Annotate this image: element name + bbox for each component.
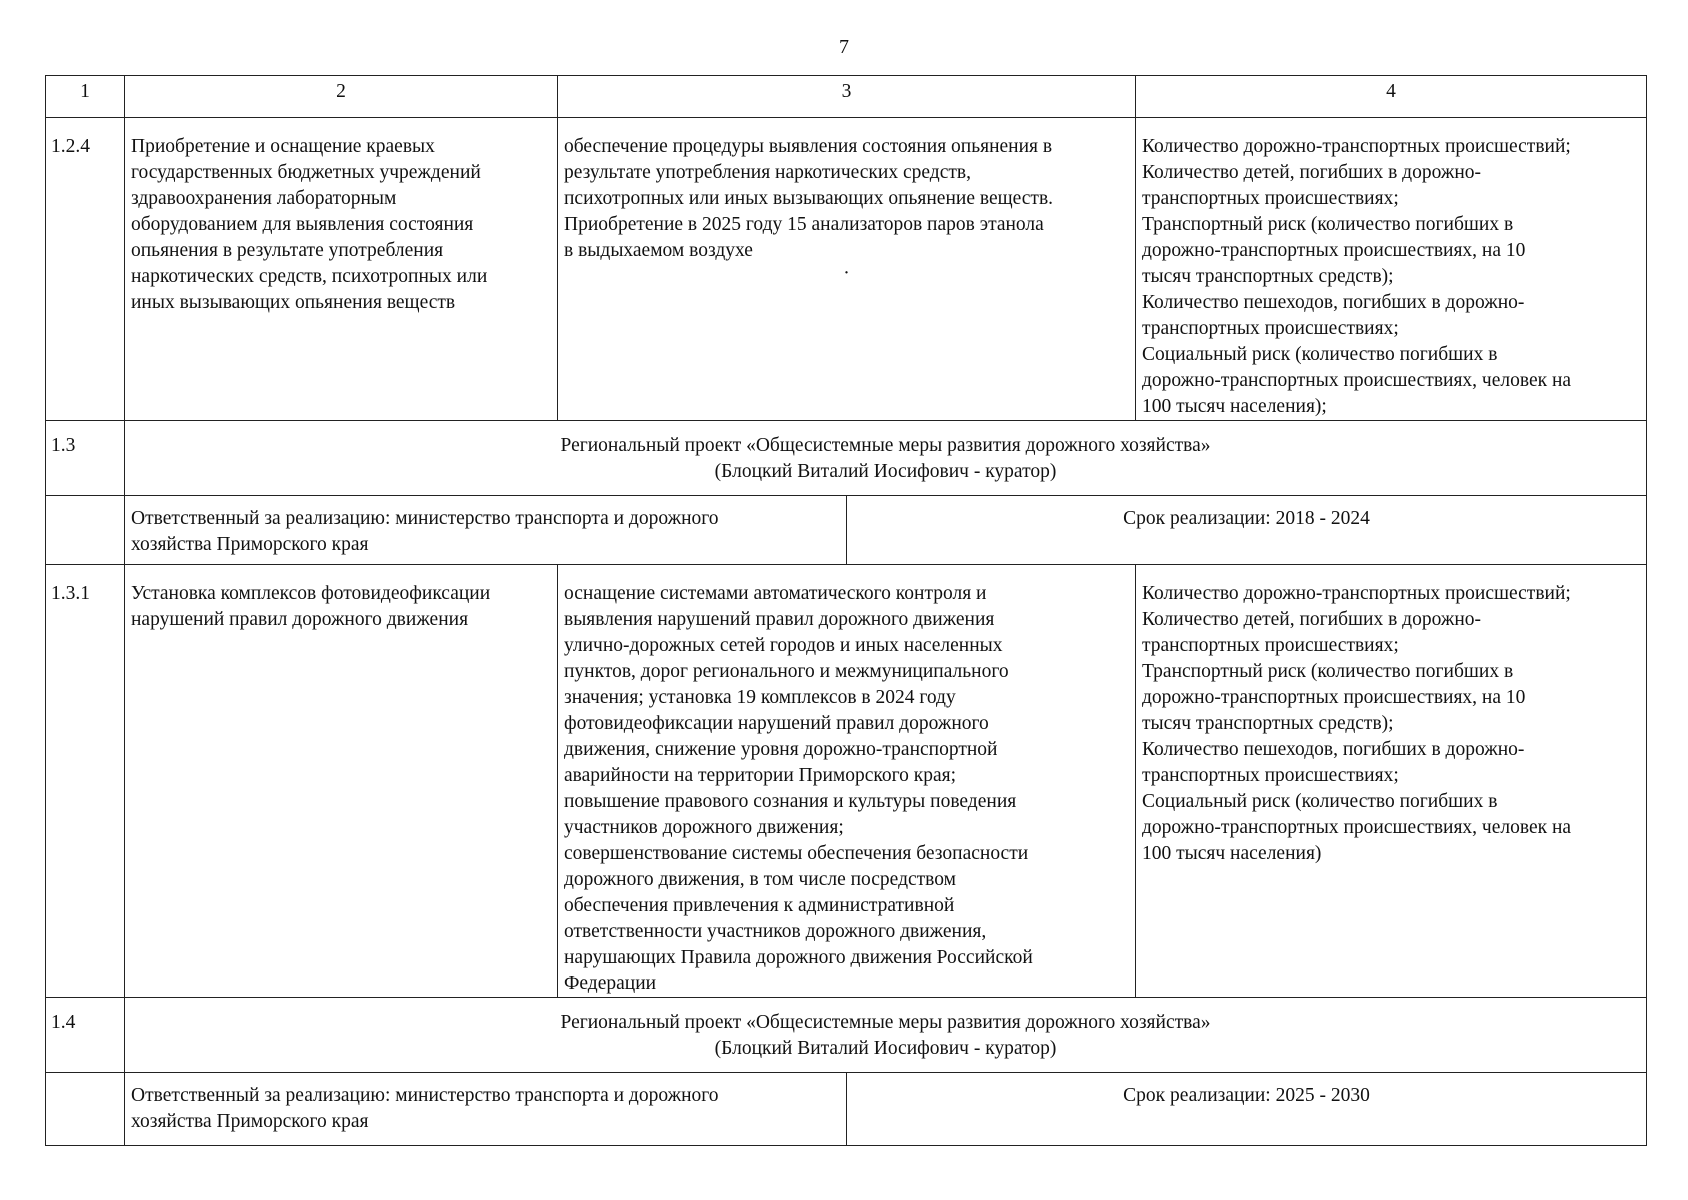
regional-project-title: Региональный проект «Общесистемные меры развития дорожного хозяйства» (Блоцкий Виталий Иосифович - куратор) bbox=[125, 998, 1647, 1073]
header-cell-3: 3 bbox=[558, 76, 1136, 118]
table-row-1-3 bbox=[46, 421, 1647, 496]
row-number: 1.4 bbox=[46, 998, 125, 1073]
header-cell-1: 1 bbox=[46, 76, 125, 118]
table-row-1-4 bbox=[46, 998, 1647, 1073]
row-number: 1.2.4 bbox=[46, 118, 125, 421]
measure-description: обеспечение процедуры выявления состояния опьянения в результате употребления наркотических средств, психотропных или иных вызывающих опьянение веществ. Приобретение в 2025 году 15 анализаторов паров этанола в выдыхаемом воздухе · bbox=[558, 118, 1136, 421]
header-cell-4: 4 bbox=[1136, 76, 1647, 118]
measures-table bbox=[45, 75, 1647, 1146]
table-row-1-3-1 bbox=[46, 565, 1647, 998]
implementation-period: Срок реализации: 2018 - 2024 bbox=[847, 496, 1647, 565]
measure-description: оснащение системами автоматического контроля и выявления нарушений правил дорожного движения улично-дорожных сетей городов и иных населенных пунктов, дорог регионального и межмуниципального значения; установка 19 комплексов в 2024 году фотовидеофиксации нарушений правил дорожного движения, снижение уровня дорожно-транспортной аварийности на территории Приморского края; повышение правового сознания и культуры поведения участников дорожного движения; совершенствование системы обеспечения безопасности дорожного движения, в том числе посредством обеспечения привлечения к административной ответственности участников дорожного движения, нарушающих Правила дорожного движения Российской Федерации bbox=[558, 565, 1136, 998]
table-row-1-3-responsible bbox=[46, 496, 1647, 565]
table-row-1-2-4 bbox=[46, 118, 1647, 421]
empty-cell bbox=[46, 496, 125, 565]
indicators: Количество дорожно-транспортных происшествий; Количество детей, погибших в дорожно- транспортных происшествиях; Транспортный риск (количество погибших в дорожно-транспортных происшествиях, на 10 тысяч транспортных средств); Количество пешеходов, погибших в дорожно- транспортных происшествиях; Социальный риск (количество погибших в дорожно-транспортных происшествиях, человек на 100 тысяч населения) bbox=[1136, 565, 1647, 998]
row-number: 1.3.1 bbox=[46, 565, 125, 998]
responsible-executor: Ответственный за реализацию: министерство транспорта и дорожного хозяйства Приморского края bbox=[125, 496, 847, 565]
responsible-executor: Ответственный за реализацию: министерство транспорта и дорожного хозяйства Приморского края bbox=[125, 1073, 847, 1146]
indicators: Количество дорожно-транспортных происшествий; Количество детей, погибших в дорожно- транспортных происшествиях; Транспортный риск (количество погибших в дорожно-транспортных происшествиях, на 10 тысяч транспортных средств); Количество пешеходов, погибших в дорожно- транспортных происшествиях; Социальный риск (количество погибших в дорожно-транспортных происшествиях, человек на 100 тысяч населения); bbox=[1136, 118, 1647, 421]
regional-project-title: Региональный проект «Общесистемные меры развития дорожного хозяйства» (Блоцкий Виталий Иосифович - куратор) bbox=[125, 421, 1647, 496]
page-number: 7 bbox=[839, 36, 849, 58]
empty-cell bbox=[46, 1073, 125, 1146]
implementation-period: Срок реализации: 2025 - 2030 bbox=[847, 1073, 1647, 1146]
stray-mark: · bbox=[843, 263, 850, 284]
table-row-1-4-responsible bbox=[46, 1073, 1647, 1146]
row-number: 1.3 bbox=[46, 421, 125, 496]
measure-name: Установка комплексов фотовидеофиксации нарушений правил дорожного движения bbox=[125, 565, 558, 998]
header-cell-2: 2 bbox=[125, 76, 558, 118]
measure-name: Приобретение и оснащение краевых государственных бюджетных учреждений здравоохранения лабораторным оборудованием для выявления состояния опьянения в результате употребления наркотических средств, психотропных или иных вызывающих опьянения веществ bbox=[125, 118, 558, 421]
header-row bbox=[46, 76, 1647, 118]
